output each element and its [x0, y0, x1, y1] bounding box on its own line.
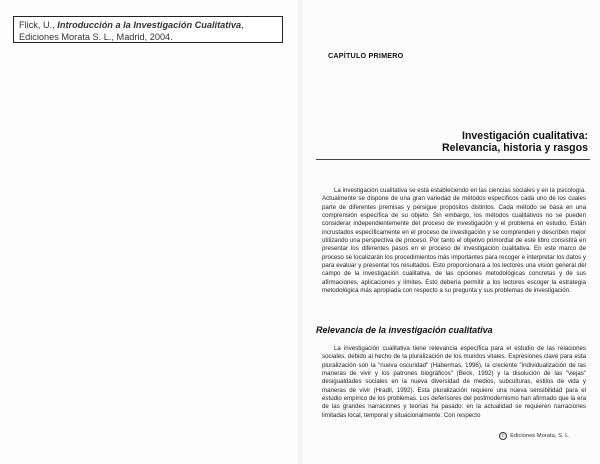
title-divider	[316, 159, 590, 160]
intro-text	[322, 187, 586, 295]
citation-author: Flick, U.,	[19, 20, 58, 30]
right-page	[302, 0, 600, 464]
intro-paragraph: La investigación cualitativa se está estableciendo en las ciencias sociales y en la psicología. Actualmente se dispone de una gran variedad de métodos específicos cada uno de los cuales parte de diferentes premisas y persigue propósitos distintos. Cada método se basa en una comprensión específica de su objeto. Sin embargo, los métodos cualitativos no se pueden considerar independientemente del proceso de investigación y el problema en estudio. Están incrustados específicamente en el proceso de investigación y se comprenden y describen mejor utilizando una perspectiva de proceso. Por tanto el objetivo primordial de este libro consistirá en presentar los diferentes pasos en el proceso de investigación cualitativa. En este marco de proceso se localizarán los procedimientos más importantes para recoger e interpretar los datos y para evaluar y presentar los resultados. Esto proporcionará a los lectores una visión general del campo de la investigación cualitativa, de las opciones metodológicas concretas y de sus afirmaciones, aplicaciones y límites. Esto debería permitir a los lectores escoger la estrategia metodológica más apropiada con respecto a su pregunta y sus problemas de investigación.	[322, 187, 586, 295]
chapter-label: CAPÍTULO PRIMERO	[328, 51, 404, 60]
section-heading: Relevancia de la investigación cualitativa	[316, 325, 493, 335]
citation-publisher: , Ediciones Morata S. L., Madrid, 2004.	[19, 20, 244, 42]
section-text	[322, 345, 586, 420]
chapter-title	[388, 130, 588, 154]
publisher-name: Ediciones Morata, S. L.	[510, 433, 570, 439]
copyright-icon: ©	[499, 432, 507, 440]
chapter-title-line-1: Investigación cualitativa:	[462, 130, 588, 142]
citation-title: Introducción a la Investigación Cualitativa	[57, 20, 242, 30]
page-footer	[499, 432, 570, 440]
section-paragraph: La investigación cualitativa tiene relevancia específica para el estudio de las relaciones sociales, debido al hecho de la pluralización de los mundos vitales. Expresiones clave para esta pluralización son la "nueva oscuridad" (Habermas, 1996), la creciente "individualización de las maneras de vivir y los patrones biográficos" (Beck, 1992) y la disolución de las "viejas" desigualdades sociales en la nueva diversidad de medios, subculturas, estilos de vida y maneras de vivir (Hradil, 1992). Esta pluralización requiere una nueva sensibilidad para el estudio empírico de los problemas. Los defensores del postmodernismo han afirmado que la era de las grandes narraciones y teorías ha pasado: en la actualidad se requieren narraciones limitadas local, temporal y situacionalmente. Con respecto	[322, 345, 586, 419]
citation-box	[13, 16, 283, 43]
left-page	[0, 0, 298, 464]
chapter-title-line-2: Relevancia, historia y rasgos	[441, 142, 588, 154]
